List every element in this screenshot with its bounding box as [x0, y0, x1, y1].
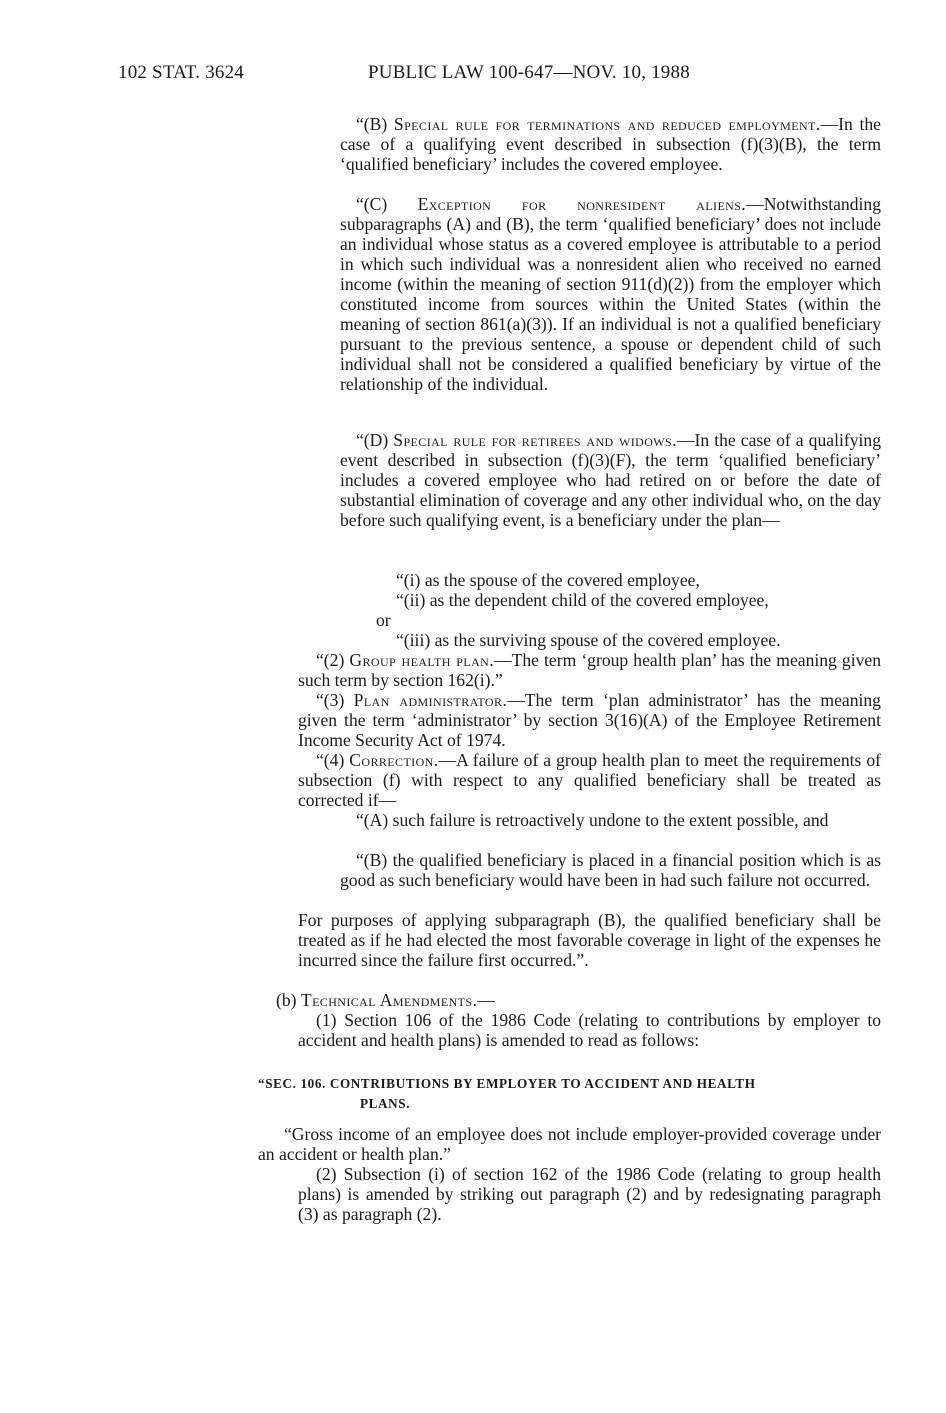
- subsection-b-technical-amendments: (b) Technical Amendments.—: [276, 990, 495, 1010]
- technical-amendment-2: (2) Subsection (i) of section 162 of the 1986 Code (relating to group health plans) is amended by striking out paragraph (2) and by redesignating paragraph (3) as paragraph (2).: [298, 1164, 881, 1224]
- gross-income-paragraph: “Gross income of an employee does not include employer-provided coverage under an accident or health plan.”: [258, 1124, 881, 1164]
- clause-or: or: [376, 610, 391, 630]
- paragraph-c-exception: “(C) Exception for nonresident aliens.—Notwithstanding subparagraphs (A) and (B), the term ‘qualified beneficiary’ does not include an individual whose status as a covered employee is attributable to a period in which such individual was a nonresident alien who received no earned income (within the meaning of section 911(d)(2)) from the employer which constituted income from sources within the United States (within the meaning of section 861(a)(3)). If an individual is not a qualified beneficiary pursuant to the previous sentence, a spouse or dependent child of such individual shall not be considered a qualified beneficiary by virtue of the relationship of the individual.: [340, 194, 881, 394]
- subparagraph-4-a: “(A) such failure is retroactively undone to the extent possible, and: [356, 810, 829, 830]
- page-header: [118, 62, 876, 86]
- paragraph-heading: Exception for nonresident aliens.: [417, 194, 747, 214]
- purposes-paragraph: For purposes of applying subparagraph (B), the qualified beneficiary shall be treated as if he had elected the most favorable coverage in light of the expenses he incurred since the failure first occurred.”.: [298, 910, 881, 970]
- paragraph-3-plan-administrator: “(3) Plan administrator.—The term ‘plan administrator’ has the meaning given the term ‘administrator’ by section 3(16)(A) of the Employee Retirement Income Security Act of 1974.: [298, 690, 881, 750]
- paragraph-heading: Correction.: [349, 750, 439, 770]
- paragraph-heading: Special rule for retirees and widows.: [393, 430, 677, 450]
- paragraph-4-correction: “(4) Correction.—A failure of a group health plan to meet the requirements of subsection (f) with respect to any qualified beneficiary shall be treated as corrected if—: [298, 750, 881, 810]
- clause-d-ii: “(ii) as the dependent child of the covered employee,: [396, 590, 769, 610]
- paragraph-heading: Plan administrator.: [353, 690, 508, 710]
- paragraph-d-special-rule: “(D) Special rule for retirees and widows.—In the case of a qualifying event described in subsection (f)(3)(F), the term ‘qualified beneficiary’ includes a covered employee who had retired on or before the date of substantial elimination of coverage and any other individual who, on the day before such qualifying event, is a beneficiary under the plan—: [340, 430, 881, 530]
- technical-amendment-1: (1) Section 106 of the 1986 Code (relating to contributions by employer to accident and health plans) is amended to read as follows:: [298, 1010, 881, 1050]
- paragraph-heading: Special rule for terminations and reduced employment.: [393, 114, 821, 134]
- paragraph-heading: Technical Amendments.: [300, 990, 478, 1010]
- paragraph-b-special-rule: “(B) Special rule for terminations and reduced employment.—In the case of a qualifying event described in subsection (f)(3)(B), the term ‘qualified beneficiary’ includes the covered employee.: [340, 114, 881, 174]
- subparagraph-4-b: “(B) the qualified beneficiary is placed in a financial position which is as good as such beneficiary would have been in had such failure not occurred.: [340, 850, 881, 890]
- clause-d-iii: “(iii) as the surviving spouse of the covered employee.: [396, 630, 781, 650]
- public-law-title: PUBLIC LAW 100-647—NOV. 10, 1988: [368, 62, 690, 83]
- paragraph-heading: Group health plan.: [349, 650, 495, 670]
- clause-d-i: “(i) as the spouse of the covered employee,: [396, 570, 700, 590]
- statute-page-number: 102 STAT. 3624: [118, 62, 245, 83]
- paragraph-2-group-health-plan: “(2) Group health plan.—The term ‘group health plan’ has the meaning given such term by section 162(i).”: [298, 650, 881, 690]
- section-106-heading: “SEC. 106. CONTRIBUTIONS BY EMPLOYER TO ACCIDENT AND HEALTH PLANS.: [258, 1076, 756, 1111]
